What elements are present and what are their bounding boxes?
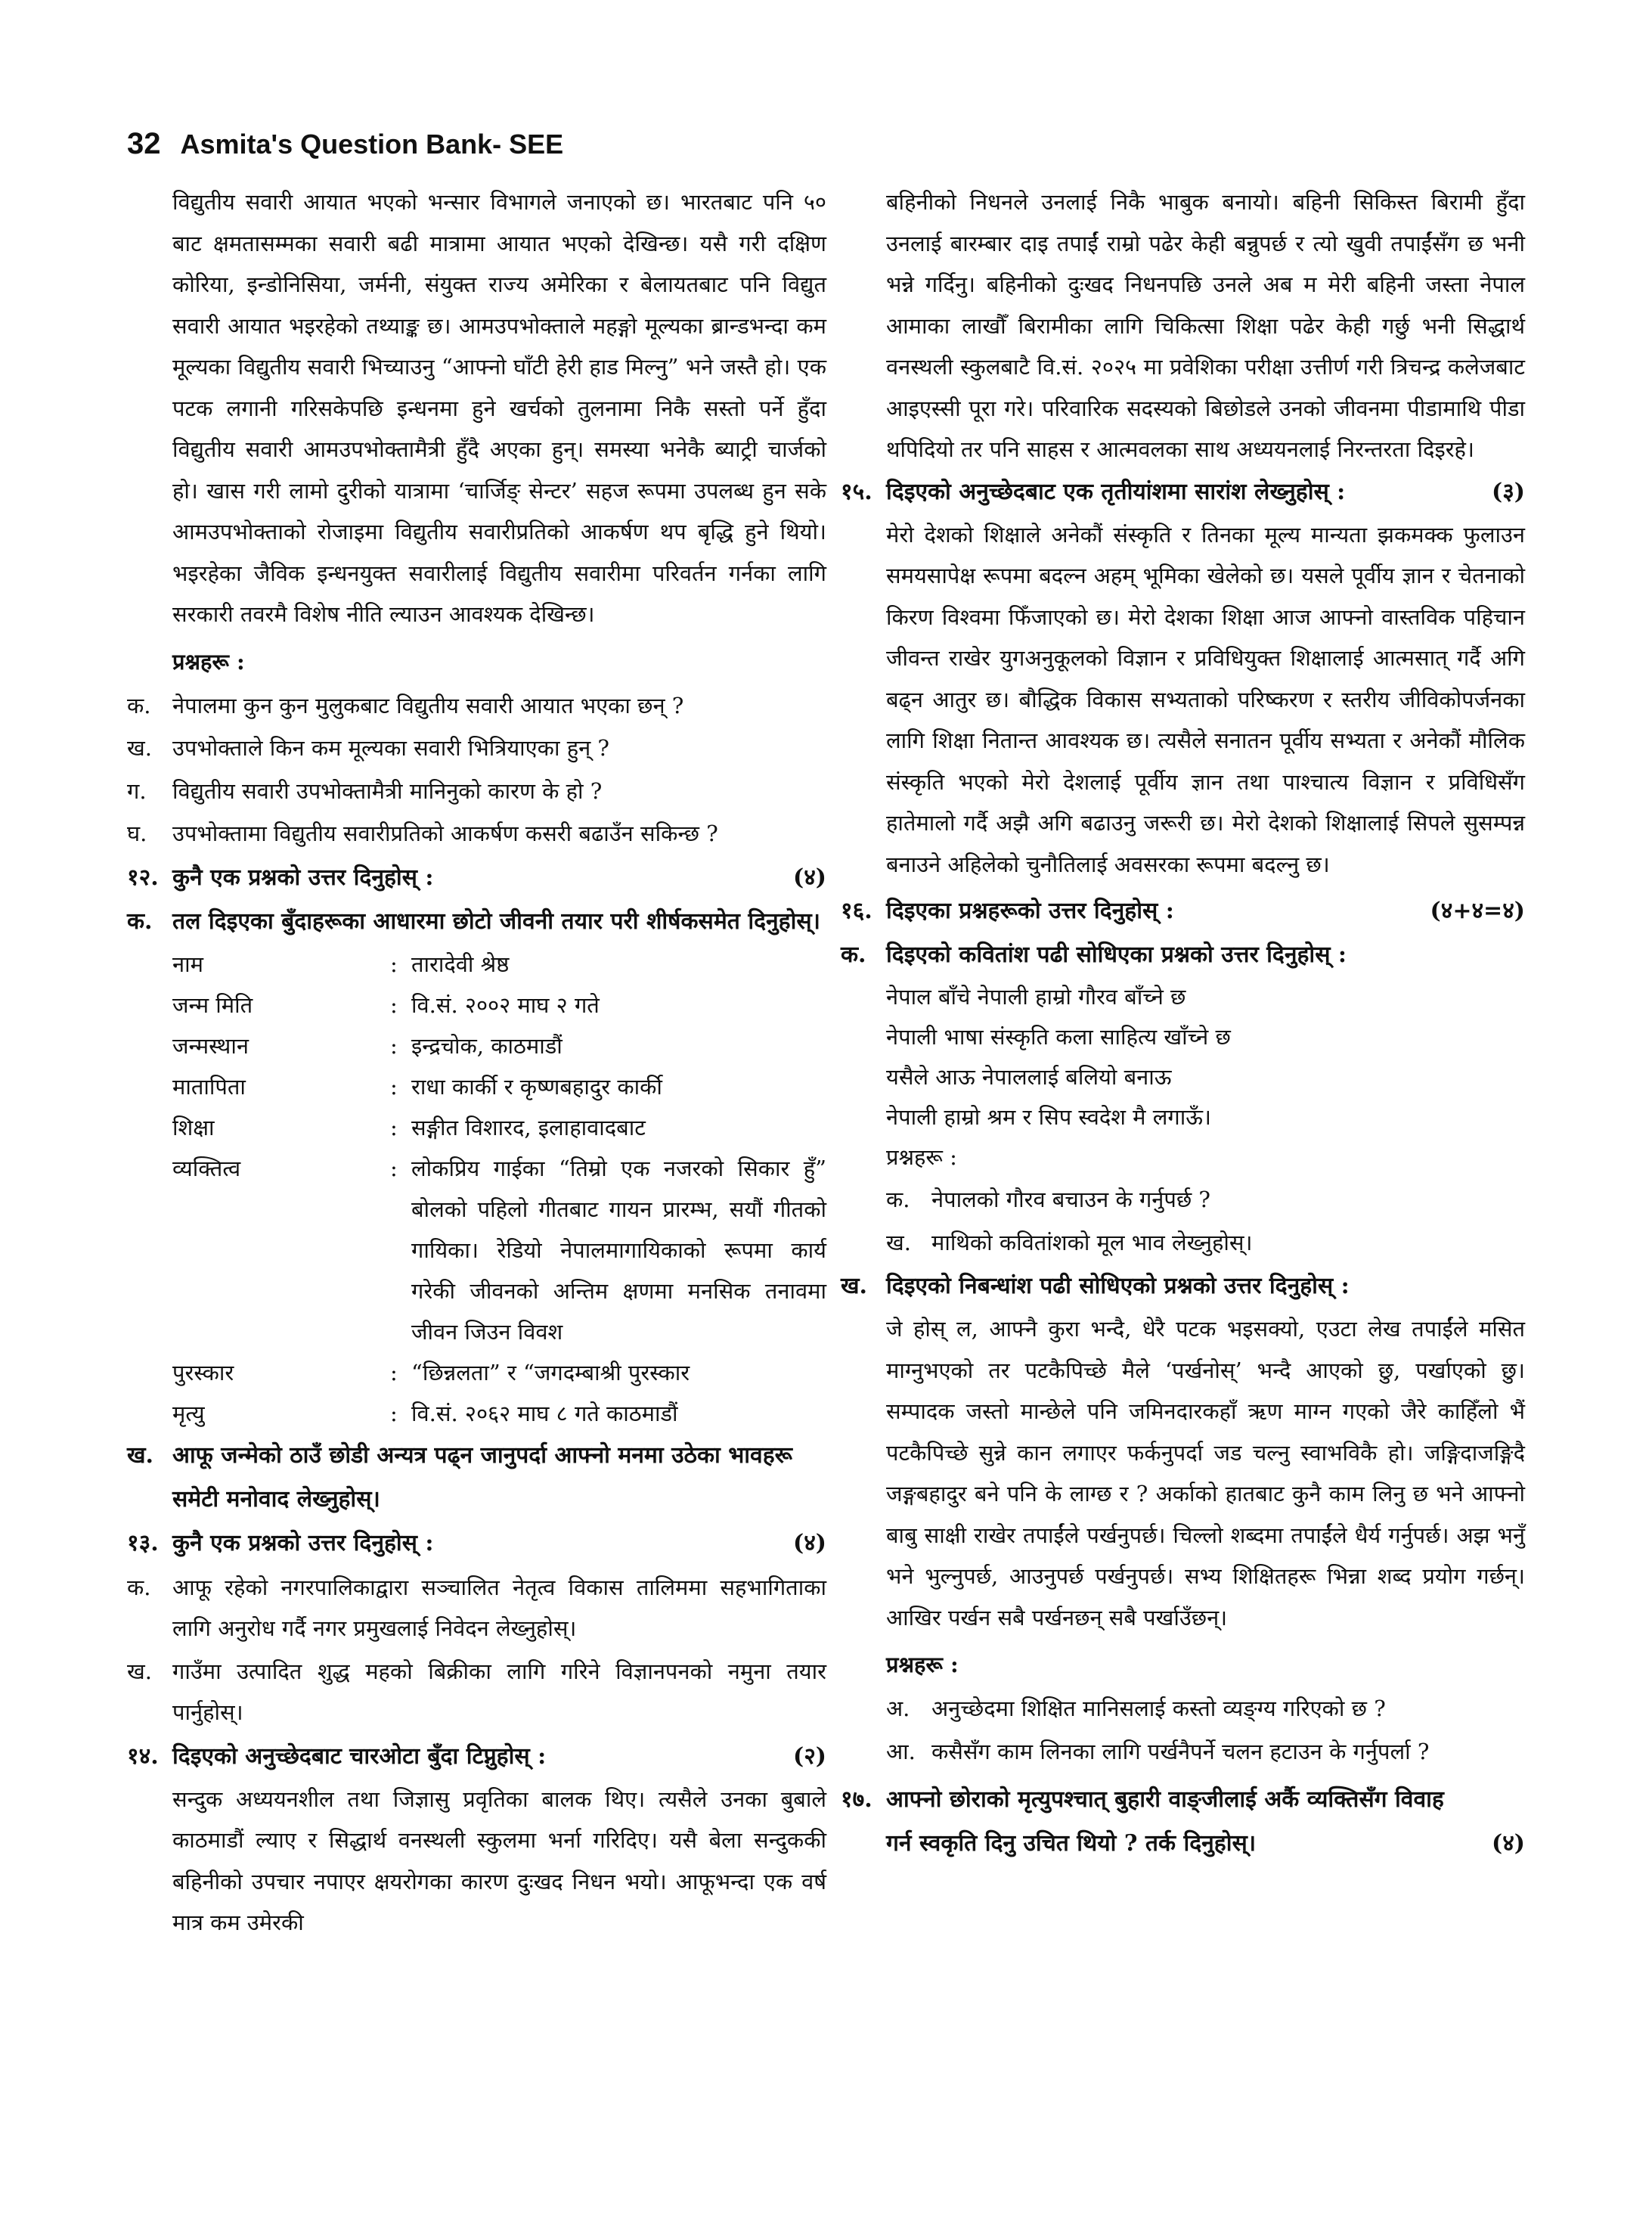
- list-item: ग. विद्युतीय सवारी उपभोक्तामैत्री मानिनुको कारण के हो ?: [127, 777, 603, 804]
- question-15-passage: मेरो देशको शिक्षाले अनेकौं संस्कृति र तिनका मूल्य मान्यता झकमक्क फुलाउन समयसापेक्ष रूपमा बदल्न अहम् भूमिका खेलेको छ। यसले पूर्वीय ज्ञान र चेतनाको किरण विश्वमा फिँजाएको छ। मेरो देशका शिक्षा आज आफ्नो वास्तविक पहिचान जीवन्त राखेर युगअनुकूलको विज्ञान र प्रविधियुक्त शिक्षालाई आत्मसात् गर्दै अगि बढ्न आतुर छ। बौद्धिक विकास सभ्यताको परिष्करण र स्तरीय जीविकोपर्जनका लागि शिक्षा नितान्त आवश्यक छ। त्यसैले सनातन पूर्वीय सभ्यता र अनेकौं मौलिक संस्कृति भएको मेरो देशलाई पूर्वीय ज्ञान तथा पाश्चात्य विज्ञान र प्रविधिसँग हातेमालो गर्दै अझै अगि बढाउनु जरूरी छ। मेरो देशको शिक्षालाई सिपले सुसम्पन्न बनाउने अहिलेको चुनौतिलाई अवसरका रूपमा बदल्नु छ।: [886, 521, 1525, 877]
- bio-row: नाम : तारादेवी श्रेष्ठ: [172, 951, 510, 977]
- question-13-options: [127, 1567, 826, 1733]
- question-17-heading: १७. आफ्नो छोराको मृत्युपश्चात् बुहारी वाङ्जीलाई अर्कै व्यक्तिसँग विवाह गर्न स्वकृति दिनु उचित थियो ? तर्क दिनुहोस्। (४): [841, 1778, 1525, 1866]
- question-16-kha: ख. दिइएको निबन्धांश पढी सोधिएको प्रश्नको उत्तर दिनुहोस् :: [841, 1273, 1350, 1299]
- question-16-heading: १६. दिइएका प्रश्नहरूको उत्तर दिनुहोस् : (४+४=४): [841, 889, 1525, 933]
- marks: (४+४=४): [1430, 898, 1525, 924]
- right-column: [841, 182, 1525, 1866]
- list-item: घ. उपभोक्तामा विद्युतीय सवारीप्रतिको आकर्षण कसरी बढाउँन सकिन्छ ?: [127, 821, 718, 846]
- essay-excerpt: जे होस् ल, आफ्नै कुरा भन्दै, धेरै पटक भइसक्यो, एउटा लेख तपाईंले मसित माग्नुभएको तर पटकैपिच्छे मैले ‘पर्खनोस्’ भन्दै आएको छु, पर्खाएको छु। सम्पादक जस्तो मान्छेले पनि जमिनदारकहाँ ऋण माग्न गएको जैरे काहिँलो भैं पटकैपिच्छे सुन्ने कान लगाएर फर्कनुपर्दा जड चल्नु स्वाभविकै हो। जङ्गिदाजङ्गिदै जङ्गबहादुर बने पनि के लाग्छ र ? अर्काको हातबाट कुनै काम लिनु छ भने आफ्नो बाबु साक्षी राखेर तपाईंले पर्खनुपर्छ। चिल्लो शब्दमा तपाईंले धैर्य गर्नुपर्छ। अझ भनुँ भने भुल्नुपर्छ, आउनुपर्छ पर्खनुपर्छ। सभ्य शिक्षितहरू भिन्ना शब्द प्रयोग गर्छन्। आखिर पर्खन सबै पर्खनछन् सबै पर्खाउँछन्।: [886, 1316, 1525, 1631]
- marks: (२): [793, 1742, 826, 1770]
- bio-row: मृत्यु : वि.सं. २०६२ माघ ८ गते काठमाडौं: [172, 1400, 678, 1426]
- essay-questions: [886, 1688, 1525, 1772]
- marks: (४): [793, 864, 826, 891]
- list-item: ख. गाउँमा उत्पादित शुद्ध महको बिक्रीका लागि गरिने विज्ञानपनको नमुना तयार पार्नुहोस्।: [127, 1658, 826, 1725]
- question-15-heading: १५. दिइएको अनुच्छेदबाट एक तृतीयांशमा सारांश लेख्नुहोस् : (३): [841, 470, 1525, 514]
- poem-line: नेपाली हाम्रो श्रम र सिप स्वदेश मै लगाऊँ।: [886, 1104, 1211, 1130]
- marks: (४): [793, 1529, 826, 1556]
- list-item: ख. माथिको कवितांशको मूल भाव लेख्नुहोस्।: [886, 1229, 1253, 1255]
- marks: (३): [1492, 478, 1525, 505]
- bio-row: व्यक्तित्व : लोकप्रिय गाईका “तिम्रो एक नजरको सिकार हुँ” बोलको पहिलो गीतबाट गायन प्रारम्भ, सयौं गीतको गायिका। रेडियो नेपालमागायिकाको रूपमा कार्य गरेकी जीवनको अन्तिम क्षणमा मनसिक तनावमा जीवन जिउन विवश: [172, 1155, 826, 1345]
- question-12-kha: ख. आफू जन्मेको ठाउँ छोडी अन्यत्र पढ्न जानुपर्दा आफ्नो मनमा उठेका भावहरू समेटी मनोवाद लेख्नुहोस्।: [127, 1441, 792, 1513]
- list-item: क. आफू रहेको नगरपालिकाद्वारा सञ्चालित नेतृत्व विकास तालिममा सहभागिताका लागि अनुरोध गर्दै नगर प्रमुखलाई निवेदन लेख्नुहोस्।: [127, 1574, 826, 1641]
- bio-row: शिक्षा : सङ्गीत विशारद, इलाहावादबाट: [172, 1114, 646, 1140]
- questions-heading: प्रश्नहरू :: [172, 648, 245, 675]
- question-16-ka: क. दिइएको कवितांश पढी सोधिएका प्रश्नको उत्तर दिनुहोस् :: [841, 942, 1347, 968]
- poem-line: यसैले आऊ नेपाललाई बलियो बनाऊ: [886, 1064, 1172, 1090]
- question-13-heading: १३. कुनै एक प्रश्नको उत्तर दिनुहोस् : (४): [127, 1522, 826, 1565]
- bio-row: जन्म मिति : वि.सं. २००२ माघ २ गते: [172, 991, 600, 1018]
- poem-excerpt: [886, 977, 1525, 1178]
- question-14-passage: सन्दुक अध्ययनशील तथा जिज्ञासु प्रवृतिका बालक थिए। त्यसैले उनका बुबाले काठमाडौं ल्याए र सिद्धार्थ वनस्थली स्कुलमा भर्ना गरिदिए। यसै बेला सन्दुककी बहिनीको उपचार नपाएर क्षयरोगका कारण दुःखद निधन भयो। आफूभन्दा एक वर्ष मात्र कम उमेरकी: [172, 1786, 826, 1935]
- passage-continued: बहिनीको निधनले उनलाई निकै भाबुक बनायो। बहिनी सिकिस्त बिरामी हुँदा उनलाई बारम्बार दाइ तपाईं राम्रो पढेर केही बन्नुपर्छ र त्यो खुवी तपाईंसँग छ भनी भन्ने गर्दिनु। बहिनीको दुःखद निधनपछि उनले अब म मेरी बहिनी जस्ता नेपाल आमाका लाखौँ बिरामीका लागि चिकित्सा शिक्षा पढेर केही गर्छु भनी सिद्धार्थ वनस्थली स्कुलबाटै वि.सं. २०२५ मा प्रवेशिका परीक्षा उत्तीर्ण गरी त्रिचन्द्र कलेजबाट आइएस्सी पूरा गरे। परिवारिक सदस्यको बिछोडले उनको जीवनमा पीडामाथि पीडा थपिदियो तर पनि साहस र आत्मवलका साथ अध्ययनलाई निरन्तरता दिइरहे।: [886, 189, 1525, 462]
- list-item: क. नेपालको गौरव बचाउन के गर्नुपर्छ ?: [886, 1187, 1210, 1212]
- poem-questions: [886, 1179, 1525, 1263]
- marks: (४): [1492, 1830, 1525, 1857]
- list-item: अ. अनुच्छेदमा शिक्षित मानिसलाई कस्तो व्यङ्ग्य गरिएको छ ?: [886, 1696, 1386, 1721]
- poem-questions-heading: प्रश्नहरू :: [886, 1144, 957, 1170]
- passage-questions: [127, 685, 826, 855]
- essay-questions-heading: प्रश्नहरू :: [886, 1652, 959, 1677]
- passage-electric-vehicles: विद्युतीय सवारी आयात भएको भन्सार विभागले जनाएको छ। भारतबाट पनि ५० बाट क्षमतासम्मका सवारी बढी मात्रामा आयात भएको देखिन्छ। यसै गरी दक्षिण कोरिया, इन्डोनिसिया, जर्मनी, संयुक्त राज्य अमेरिका र बेलायतबाट पनि विद्युत सवारी आयात भइरहेको तथ्याङ्क छ। आमउपभोक्ताले महङ्गो मूल्यका ब्रान्डभन्दा कम मूल्यका विद्युतीय सवारी भिच्याउनु “आफ्नो घाँटी हेरी हाड मिल्नु” भने जस्तै हो। एक पटक लगानी गरिसकेपछि इन्धनमा हुने खर्चको तुलनामा निकै सस्तो पर्ने हुँदा विद्युतीय सवारी आमउपभोक्तामैत्री हुँदै अएका हुन्। समस्या भनेकै ब्याट्री चार्जको हो। खास गरी लामो दुरीको यात्रामा ‘चार्जिङ् सेन्टर’ सहज रूपमा उपलब्ध हुन सके आमउपभोक्ताको रोजाइमा विद्युतीय सवारीप्रतिको आकर्षण थप बृद्धि हुने थियो। भइरहेका जैविक इन्धनयुक्त सवारीलाई विद्युतीय सवारीमा परिवर्तन गर्नका लागि सरकारी तवरमै विशेष नीति ल्याउन आवश्यक देखिन्छ।: [172, 189, 826, 627]
- book-title: Asmita's Question Bank- SEE: [180, 129, 564, 160]
- poem-line: नेपाली भाषा संस्कृति कला साहित्य खाँच्ने छ: [886, 1024, 1231, 1050]
- poem-line: नेपाल बाँचे नेपाली हाम्रो गौरव बाँच्ने छ: [886, 984, 1186, 1010]
- list-item: आ. कसैसँग काम लिनका लागि पर्खनैपर्ने चलन हटाउन के गर्नुपर्ला ?: [886, 1738, 1430, 1764]
- question-12-heading: १२. कुनै एक प्रश्नको उत्तर दिनुहोस् : (४): [127, 856, 826, 900]
- bio-row: मातापिता : राधा कार्की र कृष्णबहादुर कार्की: [172, 1073, 662, 1100]
- left-column: [127, 182, 826, 1944]
- bio-row: जन्मस्थान : इन्द्रचोक, काठमाडौं: [172, 1032, 563, 1059]
- bio-row: पुरस्कार : “छिन्नलता” र “जगदम्बाश्री पुरस्कार: [172, 1359, 690, 1385]
- question-14-heading: १४. दिइएको अनुच्छेदबाट चारओटा बुँदा टिप्नुहोस् : (२): [127, 1735, 826, 1779]
- page-header: [127, 127, 563, 172]
- list-item: ख. उपभोक्ताले किन कम मूल्यका सवारी भित्रियाएका हुन् ?: [127, 735, 609, 761]
- list-item: क. नेपालमा कुन कुन मुलुकबाट विद्युतीय सवारी आयात भएका छन् ?: [127, 692, 684, 718]
- question-12-ka: क. तल दिइएका बुँदाहरूका आधारमा छोटो जीवनी तयार परी शीर्षकसमेत दिनुहोस्।: [127, 908, 821, 935]
- page-number: 32: [127, 127, 161, 160]
- biography-details: [172, 944, 826, 1434]
